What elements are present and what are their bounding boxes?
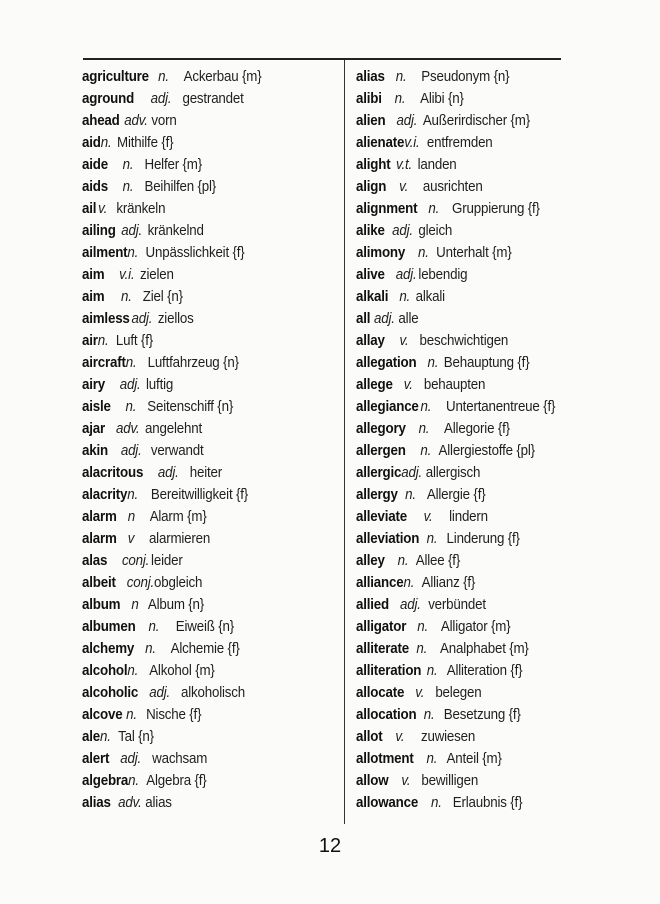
part-of-speech: n. xyxy=(426,663,438,679)
dictionary-entry xyxy=(82,374,319,396)
headword: alert xyxy=(82,751,110,767)
translation: Gruppierung {f} xyxy=(452,201,540,217)
headword: allegation xyxy=(356,355,417,371)
part-of-speech: v. xyxy=(415,685,425,701)
headword: allay xyxy=(356,333,385,349)
translation: Mithilfe {f} xyxy=(117,135,174,151)
part-of-speech: v.i. xyxy=(404,135,420,151)
dictionary-entry xyxy=(82,748,319,770)
dictionary-entry xyxy=(356,660,586,682)
headword: album xyxy=(82,597,121,613)
translation: Ziel {n} xyxy=(142,289,183,305)
part-of-speech: n. xyxy=(423,707,435,723)
dictionary-entry xyxy=(82,176,319,198)
dictionary-entry xyxy=(356,110,586,132)
translation: Allee {f} xyxy=(415,553,461,569)
dictionary-entry xyxy=(356,220,586,242)
part-of-speech: n. xyxy=(418,421,430,437)
translation: Alkohol {m} xyxy=(149,663,215,679)
part-of-speech: v. xyxy=(399,333,409,349)
part-of-speech: n. xyxy=(405,487,416,503)
translation: bewilligen xyxy=(421,773,479,789)
headword: air xyxy=(82,333,98,349)
dictionary-entry xyxy=(82,242,319,264)
headword: alimony xyxy=(356,245,406,261)
headword: all xyxy=(356,311,371,327)
part-of-speech: n. xyxy=(420,399,432,415)
part-of-speech: n. xyxy=(100,135,112,151)
headword: allergy xyxy=(356,487,398,503)
dictionary-entry xyxy=(82,220,319,242)
headword: airy xyxy=(82,377,105,393)
headword: allotment xyxy=(356,751,414,767)
translation: leider xyxy=(151,553,183,569)
headword: alliterate xyxy=(356,641,410,657)
headword: alcohol xyxy=(82,663,128,679)
translation: Bereitwilligkeit {f} xyxy=(150,487,249,503)
translation: ausrichten xyxy=(422,179,483,195)
dictionary-entry xyxy=(356,374,586,396)
part-of-speech: n. xyxy=(148,619,160,635)
dictionary-entry xyxy=(82,572,319,594)
translation: Untertanentreue {f} xyxy=(446,399,556,415)
translation: verwandt xyxy=(150,443,204,459)
translation: Unterhalt {m} xyxy=(436,245,512,261)
headword: allocation xyxy=(356,707,417,723)
part-of-speech: adj. xyxy=(150,91,172,107)
headword: alien xyxy=(356,113,386,129)
translation: Allegorie {f} xyxy=(444,421,510,437)
part-of-speech: adv. xyxy=(116,421,140,437)
dictionary-entry xyxy=(82,792,319,814)
translation: kränkeln xyxy=(116,201,166,217)
dictionary-entry xyxy=(356,330,586,352)
headword: alacrity xyxy=(82,487,128,503)
headword: alacritous xyxy=(82,465,144,481)
dictionary-entry xyxy=(82,682,319,704)
part-of-speech: n. xyxy=(125,399,137,415)
dictionary-entry xyxy=(82,770,319,792)
headword: alias xyxy=(82,795,111,811)
headword: alliteration xyxy=(356,663,422,679)
dictionary-entry xyxy=(356,286,586,308)
translation: Allergie {f} xyxy=(426,487,486,503)
part-of-speech: n. xyxy=(426,751,438,767)
translation: Alligator {m} xyxy=(440,619,511,635)
part-of-speech: adj. xyxy=(400,597,421,613)
dictionary-entry xyxy=(356,550,586,572)
translation: Außerirdischer {m} xyxy=(422,113,530,129)
part-of-speech: n. xyxy=(122,179,134,195)
dictionary-entry xyxy=(356,396,586,418)
dictionary-entry xyxy=(82,198,319,220)
dictionary-entry xyxy=(356,572,586,594)
dictionary-entry xyxy=(356,506,586,528)
translation: Algebra {f} xyxy=(146,773,207,789)
part-of-speech: n. xyxy=(418,245,429,261)
part-of-speech: n. xyxy=(125,355,137,371)
headword: albumen xyxy=(82,619,136,635)
part-of-speech: n xyxy=(127,509,135,525)
translation: Seitenschiff {n} xyxy=(147,399,234,415)
right-column xyxy=(356,66,606,814)
headword: ahead xyxy=(82,113,120,129)
translation: Alchemie {f} xyxy=(170,641,240,657)
headword: aide xyxy=(82,157,108,173)
translation: Erlaubnis {f} xyxy=(452,795,523,811)
translation: Analphabet {m} xyxy=(440,641,529,657)
dictionary-entry xyxy=(356,462,586,484)
part-of-speech: n. xyxy=(416,641,428,657)
translation: Allergiestoffe {pl} xyxy=(438,443,535,459)
headword: algebra xyxy=(82,773,129,789)
headword: allergic xyxy=(356,465,402,481)
dictionary-entry xyxy=(82,418,319,440)
headword: alignment xyxy=(356,201,418,217)
headword: alcove xyxy=(82,707,123,723)
translation: alle xyxy=(398,311,419,327)
part-of-speech: n xyxy=(131,597,139,613)
dictionary-entry xyxy=(356,308,586,330)
dictionary-entry xyxy=(82,660,319,682)
translation: Eiweiß {n} xyxy=(175,619,235,635)
headword: alight xyxy=(356,157,391,173)
headword: allege xyxy=(356,377,393,393)
translation: Alliteration {f} xyxy=(446,663,523,679)
part-of-speech: adj. xyxy=(401,465,423,481)
translation: Alibi {n} xyxy=(420,91,464,107)
dictionary-entry xyxy=(356,66,586,88)
dictionary-entry xyxy=(82,616,319,638)
headword: akin xyxy=(82,443,108,459)
translation: gestrandet xyxy=(182,91,244,107)
translation: lindern xyxy=(449,509,488,525)
translation: gleich xyxy=(418,223,453,239)
headword: aisle xyxy=(82,399,111,415)
headword: aground xyxy=(82,91,135,107)
headword: aids xyxy=(82,179,108,195)
part-of-speech: adv. xyxy=(118,795,142,811)
dictionary-entry xyxy=(356,792,586,814)
dictionary-entry xyxy=(356,132,586,154)
part-of-speech: v. xyxy=(423,509,433,525)
part-of-speech: adj. xyxy=(119,377,141,393)
part-of-speech: n. xyxy=(397,553,409,569)
headword: alas xyxy=(82,553,108,569)
dictionary-entry xyxy=(82,330,319,352)
dictionary-entry xyxy=(356,704,586,726)
dictionary-entry xyxy=(82,88,319,110)
part-of-speech: v.t. xyxy=(395,157,413,173)
dictionary-entry xyxy=(356,748,586,770)
dictionary-entry xyxy=(82,308,319,330)
translation: Linderung {f} xyxy=(446,531,520,547)
part-of-speech: v. xyxy=(399,179,409,195)
dictionary-entry xyxy=(82,638,319,660)
dictionary-entry xyxy=(356,616,586,638)
part-of-speech: n. xyxy=(97,333,109,349)
translation: Nische {f} xyxy=(146,707,202,723)
headword: alibi xyxy=(356,91,382,107)
part-of-speech: v.i. xyxy=(119,267,135,283)
headword: ailing xyxy=(82,223,116,239)
dictionary-entry xyxy=(82,550,319,572)
headword: alkali xyxy=(356,289,389,305)
part-of-speech: n. xyxy=(128,773,139,789)
translation: Anteil {m} xyxy=(446,751,502,767)
headword: aim xyxy=(82,267,105,283)
part-of-speech: n. xyxy=(395,69,407,85)
dictionary-entry xyxy=(82,594,319,616)
translation: alarmieren xyxy=(148,531,211,547)
translation: Unpässlichkeit {f} xyxy=(145,245,245,261)
dictionary-entry xyxy=(356,528,586,550)
translation: alkali xyxy=(415,289,445,305)
dictionary-entry xyxy=(356,176,586,198)
dictionary-entry xyxy=(82,286,319,308)
part-of-speech: adj. xyxy=(120,751,142,767)
dictionary-entry xyxy=(82,528,319,550)
dictionary-entry xyxy=(356,352,586,374)
part-of-speech: adv. xyxy=(124,113,148,129)
part-of-speech: n. xyxy=(127,487,139,503)
headword: aim xyxy=(82,289,105,305)
dictionary-entry xyxy=(82,484,319,506)
translation: alias xyxy=(145,795,172,811)
part-of-speech: n. xyxy=(399,289,411,305)
part-of-speech: adj. xyxy=(121,223,143,239)
translation: belegen xyxy=(435,685,482,701)
headword: ail xyxy=(82,201,97,217)
dictionary-entry xyxy=(356,638,586,660)
headword: alcoholic xyxy=(82,685,139,701)
headword: alienate xyxy=(356,135,405,151)
part-of-speech: n. xyxy=(145,641,156,657)
headword: alarm xyxy=(82,531,117,547)
dictionary-entry xyxy=(82,132,319,154)
part-of-speech: adj. xyxy=(131,311,153,327)
dictionary-entry xyxy=(356,264,586,286)
translation: Luftfahrzeug {n} xyxy=(147,355,239,371)
headword: aimless xyxy=(82,311,130,327)
dictionary-entry xyxy=(82,506,319,528)
translation: Pseudonym {n} xyxy=(421,69,510,85)
part-of-speech: n. xyxy=(426,531,438,547)
dictionary-entry xyxy=(82,264,319,286)
translation: wachsam xyxy=(152,751,208,767)
headword: aid xyxy=(82,135,101,151)
dictionary-entry xyxy=(82,66,319,88)
part-of-speech: n. xyxy=(99,729,111,745)
headword: allegiance xyxy=(356,399,419,415)
part-of-speech: n. xyxy=(428,201,440,217)
dictionary-entry xyxy=(82,154,319,176)
headword: ale xyxy=(82,729,100,745)
dictionary-entry xyxy=(356,418,586,440)
translation: Alarm {m} xyxy=(149,509,207,525)
translation: Album {n} xyxy=(147,597,205,613)
headword: alchemy xyxy=(82,641,135,657)
headword: agriculture xyxy=(82,69,149,85)
headword: alike xyxy=(356,223,385,239)
translation: Beihilfen {pl} xyxy=(144,179,217,195)
translation: angelehnt xyxy=(145,421,203,437)
headword: align xyxy=(356,179,387,195)
left-column xyxy=(82,66,340,814)
part-of-speech: adj. xyxy=(157,465,179,481)
dictionary-entry xyxy=(356,682,586,704)
translation: Tal {n} xyxy=(118,729,154,745)
part-of-speech: n. xyxy=(120,289,132,305)
translation: heiter xyxy=(189,465,222,481)
part-of-speech: adj. xyxy=(392,223,413,239)
page-number: 12 xyxy=(318,835,342,857)
headword: allied xyxy=(356,597,390,613)
headword: ailment xyxy=(82,245,128,261)
dictionary-entry xyxy=(82,110,319,132)
dictionary-entry xyxy=(356,770,586,792)
dictionary-entry xyxy=(82,704,319,726)
translation: zielen xyxy=(140,267,174,283)
headword: alley xyxy=(356,553,385,569)
part-of-speech: n. xyxy=(430,795,442,811)
part-of-speech: n. xyxy=(394,91,406,107)
translation: behaupten xyxy=(423,377,486,393)
headword: allocate xyxy=(356,685,405,701)
headword: alarm xyxy=(82,509,117,525)
column-divider xyxy=(344,60,345,824)
dictionary-entry xyxy=(82,440,319,462)
headword: alleviation xyxy=(356,531,420,547)
translation: Besetzung {f} xyxy=(443,707,521,723)
headword: alliance xyxy=(356,575,404,591)
translation: obgleich xyxy=(154,575,203,591)
headword: alias xyxy=(356,69,385,85)
translation: alkoholisch xyxy=(181,685,246,701)
dictionary-entry xyxy=(82,396,319,418)
dictionary-entry xyxy=(356,88,586,110)
translation: beschwichtigen xyxy=(419,333,509,349)
part-of-speech: v. xyxy=(401,773,411,789)
headword: allergen xyxy=(356,443,406,459)
translation: luftig xyxy=(146,377,174,393)
translation: Behauptung {f} xyxy=(443,355,530,371)
dictionary-entry xyxy=(356,242,586,264)
headword: allegory xyxy=(356,421,406,437)
translation: landen xyxy=(417,157,457,173)
dictionary-entry xyxy=(356,198,586,220)
part-of-speech: n. xyxy=(122,157,134,173)
headword: albeit xyxy=(82,575,116,591)
translation: entfremden xyxy=(426,135,493,151)
translation: ziellos xyxy=(157,311,194,327)
part-of-speech: v. xyxy=(395,729,405,745)
translation: Helfer {m} xyxy=(144,157,202,173)
translation: verbündet xyxy=(428,597,486,613)
headword: aircraft xyxy=(82,355,126,371)
translation: Luft {f} xyxy=(115,333,154,349)
translation: Ackerbau {m} xyxy=(183,69,262,85)
headword: ajar xyxy=(82,421,105,437)
part-of-speech: v. xyxy=(98,201,108,217)
part-of-speech: adj. xyxy=(373,311,395,327)
dictionary-entry xyxy=(356,726,586,748)
headword: allot xyxy=(356,729,383,745)
part-of-speech: n. xyxy=(158,69,169,85)
translation: kränkelnd xyxy=(147,223,204,239)
part-of-speech: n. xyxy=(427,355,439,371)
headword: alive xyxy=(356,267,385,283)
part-of-speech: n. xyxy=(420,443,432,459)
part-of-speech: conj. xyxy=(121,553,150,569)
part-of-speech: adj. xyxy=(149,685,171,701)
part-of-speech: adj. xyxy=(120,443,142,459)
headword: allowance xyxy=(356,795,419,811)
dictionary-entry xyxy=(356,440,586,462)
dictionary-entry xyxy=(356,594,586,616)
part-of-speech: conj. xyxy=(126,575,155,591)
headword: alligator xyxy=(356,619,407,635)
dictionary-entry xyxy=(356,484,586,506)
translation: Allianz {f} xyxy=(421,575,476,591)
dictionary-entry xyxy=(82,726,319,748)
part-of-speech: v xyxy=(127,531,135,547)
translation: zuwiesen xyxy=(420,729,476,745)
headword: alleviate xyxy=(356,509,408,525)
part-of-speech: adj. xyxy=(396,113,418,129)
part-of-speech: adj. xyxy=(395,267,417,283)
part-of-speech: v. xyxy=(403,377,413,393)
dictionary-entry xyxy=(356,154,586,176)
headword: allow xyxy=(356,773,389,789)
translation: lebendig xyxy=(418,267,468,283)
translation: vorn xyxy=(151,113,177,129)
part-of-speech: n. xyxy=(127,663,139,679)
top-rule xyxy=(83,58,561,60)
part-of-speech: n. xyxy=(127,245,139,261)
translation: allergisch xyxy=(425,465,481,481)
dictionary-entry xyxy=(82,352,319,374)
part-of-speech: n. xyxy=(403,575,415,591)
part-of-speech: n. xyxy=(417,619,429,635)
part-of-speech: n. xyxy=(126,707,137,723)
dictionary-entry xyxy=(82,462,319,484)
